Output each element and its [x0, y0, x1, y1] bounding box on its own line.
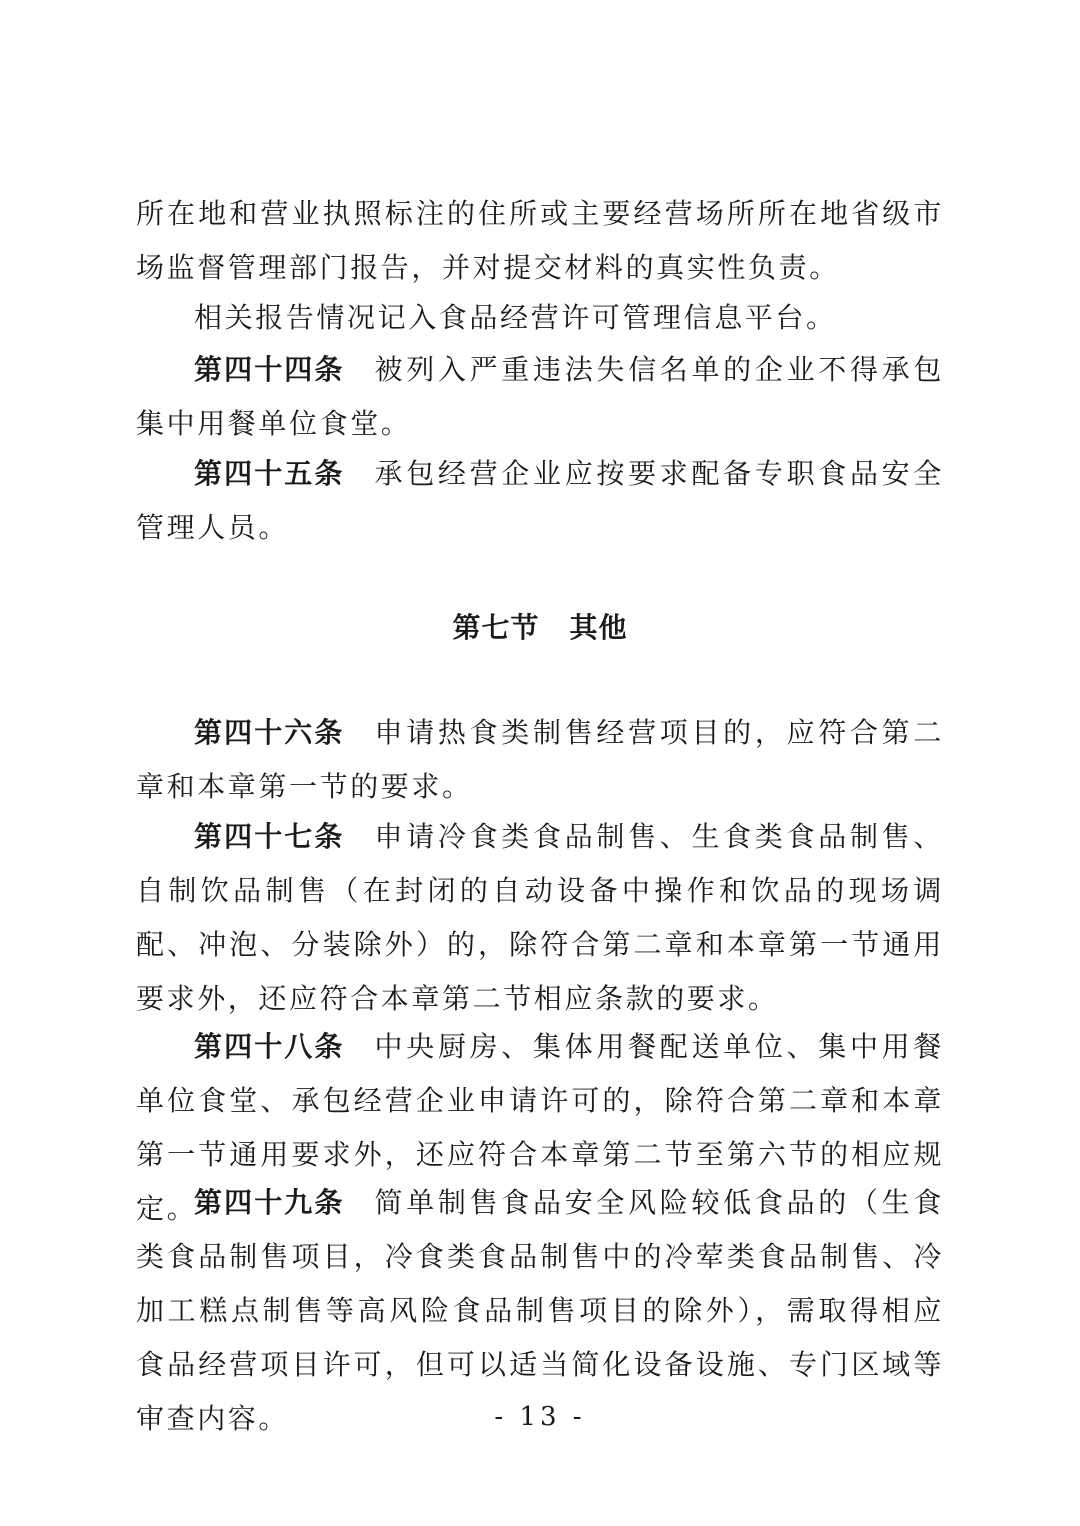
- article-number: 第四十七条: [194, 820, 345, 853]
- article-text: 承包经营企业应按要求配备专职食品安全管理人员。: [136, 457, 944, 544]
- record-note-text: 相关报告情况记入食品经营许可管理信息平台。: [194, 301, 837, 334]
- article-text: 申请冷食类食品制售、生食类食品制售、自制饮品制售（在封闭的自动设备中操作和饮品的现场调配、冲泡、分装除外）的，除符合第二章和本章第一节通用要求外，还应符合本章第二节相应条款的要求。: [136, 820, 944, 1015]
- article-47: [136, 810, 944, 1026]
- article-text: 申请热食类制售经营项目的，应符合第二章和本章第一节的要求。: [136, 716, 944, 803]
- continuation-paragraph: [136, 187, 944, 295]
- article-text: 简单制售食品安全风险较低食品的（生食类食品制售项目，冷食类食品制售中的冷荤类食品制售、冷加工糕点制售等高风险食品制售项目的除外），需取得相应食品经营项目许可，但可以适当简化设备设施、专门区域等审查内容。: [136, 1186, 944, 1435]
- record-note-paragraph: [136, 291, 944, 345]
- article-number: 第四十四条: [194, 353, 345, 386]
- article-number: 第四十六条: [194, 716, 345, 749]
- article-text: 中央厨房、集体用餐配送单位、集中用餐单位食堂、承包经营企业申请许可的，除符合第二章和本章第一节通用要求外，还应符合本章第二节至第六节的相应规定。: [136, 1030, 944, 1225]
- article-number: 第四十九条: [194, 1186, 345, 1219]
- article-text: 被列入严重违法失信名单的企业不得承包集中用餐单位食堂。: [136, 353, 944, 440]
- article-46: [136, 706, 944, 814]
- section-title: 其他: [569, 611, 628, 644]
- article-44: [136, 343, 944, 451]
- article-number: 第四十五条: [194, 457, 345, 490]
- article-45: [136, 447, 944, 555]
- continuation-text: 所在地和营业执照标注的住所或主要经营场所所在地省级市场监督管理部门报告，并对提交材料的真实性负责。: [136, 197, 944, 284]
- section-number: 第七节: [452, 611, 540, 644]
- article-number: 第四十八条: [194, 1030, 345, 1063]
- page-number: - 13 -: [494, 1402, 586, 1432]
- section-heading: [0, 604, 1080, 652]
